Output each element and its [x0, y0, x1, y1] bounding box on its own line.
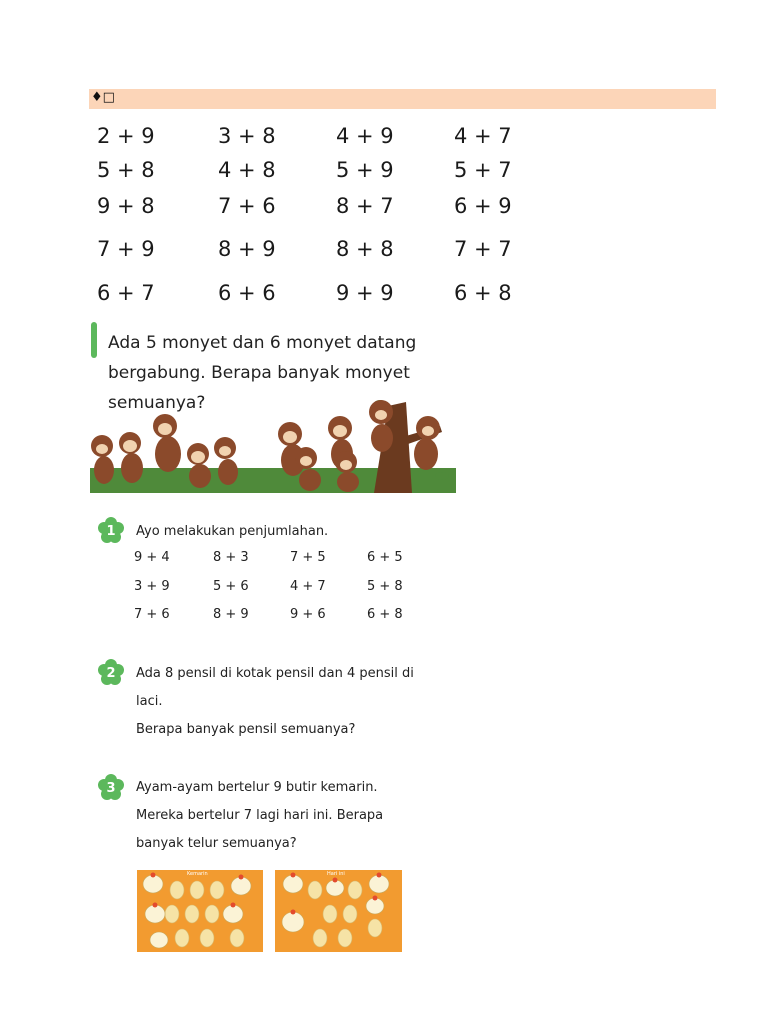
task-line: laci.: [136, 694, 163, 709]
task-1-instruction: Ayo melakukan penjumlahan.: [136, 524, 329, 539]
big-row: [97, 158, 517, 188]
task-line: Ada 8 pensil di kotak pensil dan 4 pensil di: [136, 666, 414, 681]
exercise-cell: 9 + 8: [97, 194, 155, 218]
exercise-cell: 8 + 7: [336, 194, 394, 218]
egg-panel-label: Kemarin: [187, 871, 208, 877]
exercise-cell: 8 + 9: [218, 237, 276, 261]
exercise-cell: 5 + 7: [454, 158, 512, 182]
task-line: banyak telur semuanya?: [136, 836, 297, 851]
task-2-text: [136, 660, 426, 744]
exercise-cell: 6 + 8: [454, 281, 512, 305]
task-number: 1: [106, 524, 116, 539]
story-line: Ada 5 monyet dan 6 monyet datang: [108, 333, 417, 353]
exercise-cell: 4 + 8: [218, 158, 276, 182]
task-number: 2: [106, 666, 116, 681]
exercise-cell: 7 + 7: [454, 237, 512, 261]
exercise-cell: 2 + 9: [97, 124, 155, 148]
chicken-illustration: [137, 870, 263, 952]
egg-panel-yesterday: [137, 870, 263, 952]
exercise-cell: 7 + 6: [218, 194, 276, 218]
exercise-cell: 7 + 5: [290, 550, 326, 565]
exercise-cell: 6 + 5: [367, 550, 403, 565]
exercise-cell: 9 + 4: [134, 550, 170, 565]
small-exercise-grid: [134, 550, 414, 630]
big-row: [97, 124, 517, 154]
story-marker: [91, 322, 97, 358]
chicken-illustration: [275, 870, 402, 952]
task-3-text: [136, 774, 426, 858]
big-row: [97, 237, 517, 267]
exercise-cell: 5 + 8: [367, 579, 403, 594]
exercise-cell: 8 + 3: [213, 550, 249, 565]
exercise-cell: 6 + 6: [218, 281, 276, 305]
task-line: Ayam-ayam bertelur 9 butir kemarin.: [136, 780, 378, 795]
task-line: Mereka bertelur 7 lagi hari ini. Berapa: [136, 808, 384, 823]
flower-number-icon: [98, 774, 124, 800]
exercise-cell: 6 + 8: [367, 607, 403, 622]
exercise-cell: 5 + 6: [213, 579, 249, 594]
exercise-cell: 5 + 8: [97, 158, 155, 182]
task-line: Berapa banyak pensil semuanya?: [136, 722, 356, 737]
big-row: [97, 281, 517, 311]
egg-panel-label: Hari ini: [327, 871, 345, 877]
exercise-cell: 4 + 7: [290, 579, 326, 594]
exercise-cell: 8 + 9: [213, 607, 249, 622]
header-bar: [89, 89, 716, 109]
exercise-cell: 4 + 7: [454, 124, 512, 148]
story-line: semuanya?: [108, 393, 206, 413]
header-glyphs: ♦□: [91, 90, 115, 105]
exercise-cell: 6 + 7: [97, 281, 155, 305]
egg-illustration: [308, 881, 382, 947]
exercise-cell: 6 + 9: [454, 194, 512, 218]
task-number: 3: [106, 781, 116, 796]
monkey-illustration: [90, 396, 456, 493]
story-line: bergabung. Berapa banyak monyet: [108, 363, 410, 383]
big-exercise-grid: [97, 124, 517, 314]
flower-number-icon: [98, 659, 124, 685]
egg-panel-today: [275, 870, 402, 952]
exercise-cell: 8 + 8: [336, 237, 394, 261]
big-row: [97, 194, 517, 224]
exercise-cell: 3 + 9: [134, 579, 170, 594]
exercise-cell: 7 + 6: [134, 607, 170, 622]
exercise-cell: 4 + 9: [336, 124, 394, 148]
exercise-cell: 9 + 9: [336, 281, 394, 305]
exercise-cell: 9 + 6: [290, 607, 326, 622]
flower-number-icon: [98, 517, 124, 543]
exercise-cell: 7 + 9: [97, 237, 155, 261]
exercise-cell: 3 + 8: [218, 124, 276, 148]
exercise-cell: 5 + 9: [336, 158, 394, 182]
